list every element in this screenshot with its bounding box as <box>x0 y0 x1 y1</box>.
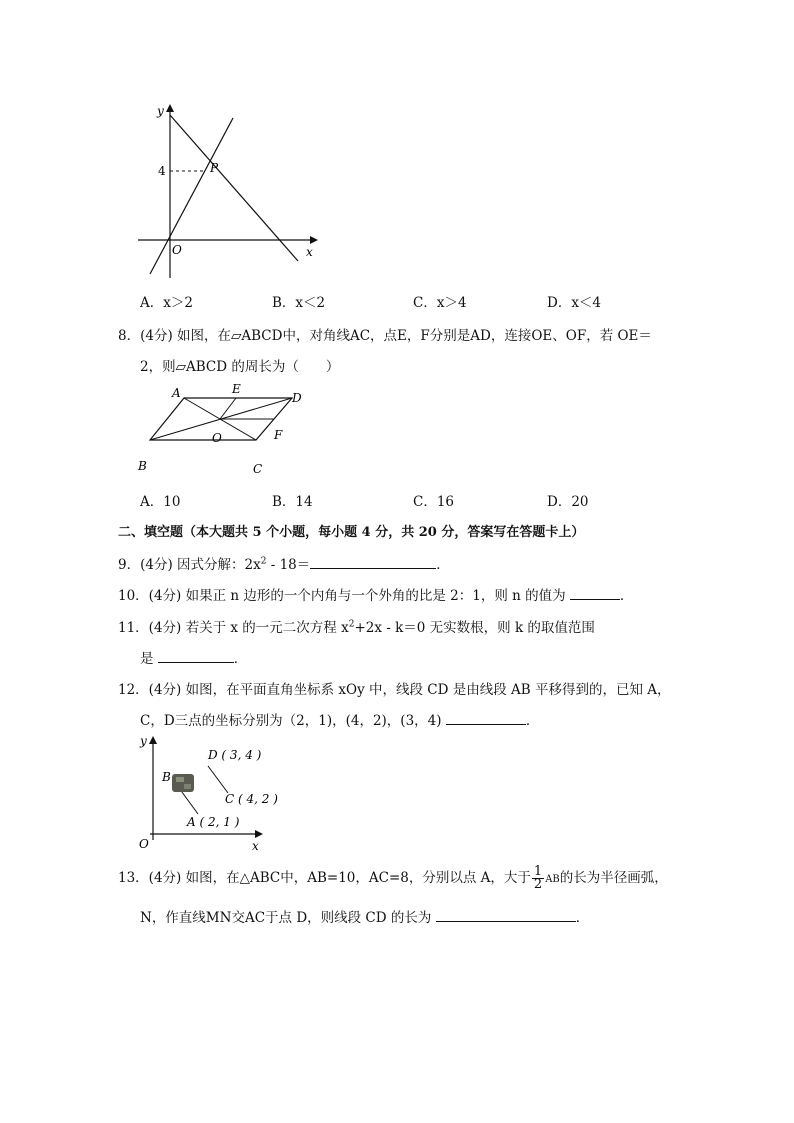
q11-question-line2 <box>140 647 247 667</box>
q9-exponent: 2 <box>260 556 267 567</box>
q12-answer-blank[interactable] <box>446 712 526 725</box>
q13-suffix: 的长为半径画弧， <box>559 870 668 886</box>
q10-end: ． <box>619 588 634 604</box>
q7-option-b[interactable]: B．x＜2 <box>272 295 326 311</box>
q12-question-line2 <box>140 709 539 729</box>
q12-label-a: A ( 2, 1 ) <box>187 815 240 829</box>
segment-cd <box>208 766 228 793</box>
line-through-origin <box>150 118 233 274</box>
q13-question-line1 <box>118 866 668 891</box>
label-a: A <box>172 386 181 400</box>
point-p-label: P <box>210 161 219 175</box>
q12-label-d: D ( 3, 4 ) <box>208 748 262 762</box>
q12-origin: O <box>139 837 149 851</box>
q12-y-axis-arrow <box>149 736 157 744</box>
q13-answer-blank[interactable] <box>436 909 576 922</box>
q13-prefix: 13．(4分) 如图，在△ABC中，AB=10，AC=8，分别以点 A，大于 <box>118 870 531 886</box>
q8-option-d[interactable]: D．20 <box>547 494 589 510</box>
q8-option-c[interactable]: C．16 <box>413 494 455 510</box>
label-c: C <box>253 462 263 476</box>
q11-exponent: 2 <box>348 619 355 630</box>
q12-x-axis-arrow <box>255 830 263 838</box>
x-label: x <box>306 245 313 259</box>
q12-label-b: B <box>162 770 171 784</box>
q11-suffix: +2x - k＝0 无实数根，则 k 的取值范围 <box>354 620 595 636</box>
decreasing-line <box>170 115 298 261</box>
q10-answer-blank[interactable] <box>570 587 620 600</box>
q9-question <box>118 553 450 573</box>
q8-question-line1: 8．(4分) 如图，在▱ABCD中，对角线AC，点E，F分别是AD，连接OE、OF，若 OE＝ <box>118 328 652 344</box>
segment-oe <box>220 398 236 419</box>
q12-line2-text: C，D三点的坐标分别为（2，1)，(4，2)，(3，4) <box>140 713 442 729</box>
q9-end: ． <box>436 557 450 573</box>
q12-question-line1: 12．(4分) 如图，在平面直角坐标系 xOy 中，线段 CD 是由线段 AB 平移得到的，已知 A， <box>118 682 671 698</box>
q7-graph <box>130 98 330 283</box>
label-f: F <box>274 428 283 442</box>
section-2-title: 二、填空题（本大题共 5 个小题，每小题 4 分，共 20 分，答案写在答题卡上） <box>118 525 585 540</box>
q13-fraction <box>532 866 544 891</box>
label-o: O <box>212 431 222 445</box>
ink-smudge-image <box>172 774 194 792</box>
label-e: E <box>232 382 241 396</box>
q10-text: 10．(4分) 如果正 n 边形的一个内角与一个外角的比是 2：1，则 n 的值为 <box>118 588 566 604</box>
label-b: B <box>138 459 147 473</box>
x-axis-arrow <box>310 236 318 244</box>
q11-end: ． <box>233 651 248 667</box>
origin-label: O <box>172 243 182 257</box>
q13-end: ． <box>575 910 590 926</box>
q8-option-b[interactable]: B．14 <box>272 494 313 510</box>
label-d: D <box>292 391 302 405</box>
q12-label-c: C ( 4, 2 ) <box>225 792 278 806</box>
q13-frac-num: 1 <box>533 864 543 879</box>
q9-suffix: - 18＝ <box>266 557 311 573</box>
q7-option-d[interactable]: D．x＜4 <box>547 295 602 311</box>
q11-prefix: 11．(4分) 若关于 x 的一元二次方程 x <box>118 620 349 636</box>
q12-y-label: y <box>140 734 147 748</box>
q8-parallelogram-figure <box>132 380 312 480</box>
q13-frac-den: 2 <box>533 877 543 892</box>
y-axis-arrow <box>166 104 174 112</box>
q13-line2-text: N，作直线MN交AC于点 D，则线段 CD 的长为 <box>140 910 432 926</box>
tick-4: 4 <box>158 164 166 178</box>
q13-frac-tail: AB <box>545 874 560 885</box>
q7-option-a[interactable]: A．x＞2 <box>140 295 193 311</box>
q11-line2-text: 是 <box>140 651 154 667</box>
q12-x-label: x <box>252 839 259 853</box>
q8-question-line2: 2，则▱ABCD 的周长为（ ） <box>140 359 340 375</box>
q11-question-line1 <box>118 616 595 636</box>
q8-option-a[interactable]: A．10 <box>140 494 181 510</box>
q10-question <box>118 584 633 604</box>
q7-option-c[interactable]: C．x＞4 <box>413 295 467 311</box>
q12-end: ． <box>525 713 540 729</box>
y-label: y <box>157 104 164 118</box>
q12-coordinate-figure <box>132 730 278 855</box>
q11-answer-blank[interactable] <box>158 650 234 663</box>
q9-prefix: 9．(4分) 因式分解：2x <box>118 557 261 573</box>
q9-answer-blank[interactable] <box>310 556 436 569</box>
q13-question-line2 <box>140 906 589 926</box>
